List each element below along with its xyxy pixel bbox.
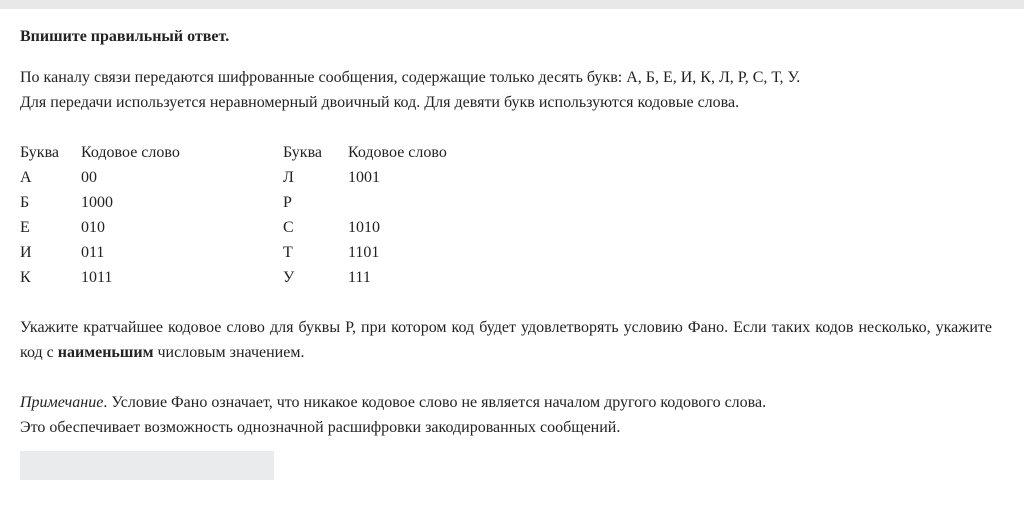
note-label: Примечание: [20, 394, 104, 411]
table-row: [20, 265, 498, 290]
letter-cell: У: [283, 269, 295, 286]
intro-line-1: По каналу связи передаются шифрованные сообщения, содержащие только десять букв: А, Б, Е, И, К, Л, Р, С, Т, У.: [20, 69, 801, 86]
spacer: [20, 290, 992, 315]
letter-cell: Е: [20, 219, 30, 236]
header-code-left: Кодовое слово: [81, 144, 180, 161]
code-cell: 111: [348, 269, 371, 286]
letter-cell: Л: [283, 169, 294, 186]
letter-cell: Б: [20, 194, 30, 211]
letter-cell: И: [20, 244, 32, 261]
table-row: [20, 190, 498, 215]
table-row: [20, 240, 498, 265]
letter-cell: Т: [283, 244, 293, 261]
question-part-1: Укажите кратчайшее кодовое слово для буквы Р, при котором код будет удовлетворять условию Фано. Если таких кодов несколько, укажите код с: [20, 319, 992, 361]
task-heading: Впишите правильный ответ.: [20, 28, 230, 45]
code-cell: [348, 190, 498, 215]
question-emphasis: наименьшим: [57, 344, 154, 361]
code-cell: 1010: [348, 219, 380, 236]
top-bar: [0, 0, 1024, 9]
code-cell: 1001: [348, 169, 380, 186]
code-cell: 010: [81, 219, 105, 236]
code-cell: 00: [81, 169, 97, 186]
table-row: [20, 215, 498, 240]
letter-cell: С: [283, 219, 294, 236]
letter-cell: А: [20, 169, 32, 186]
table-row: [20, 165, 498, 190]
header-letter-left: Буква: [20, 144, 60, 161]
question-part-2: числовым значением.: [153, 344, 305, 361]
intro-line-2: Для передачи используется неравномерный двоичный код. Для девяти букв используются кодовые слова.: [20, 94, 740, 111]
task-content: [20, 27, 992, 440]
code-cell: 1101: [348, 244, 380, 261]
table-header-row: [20, 140, 498, 165]
note-text: . Условие Фано означает, что никакое кодовое слово не является началом другого кодового слова.: [103, 394, 767, 411]
code-cell: 1011: [81, 269, 113, 286]
answer-input[interactable]: [20, 451, 274, 480]
note-line-1: [20, 390, 992, 415]
note-line-2: Это обеспечивает возможность однозначной расшифровки закодированных сообщений.: [20, 419, 621, 436]
spacer: [20, 115, 992, 140]
header-letter-right: Буква: [283, 144, 323, 161]
code-table: [20, 140, 498, 290]
code-cell: 011: [81, 244, 105, 261]
code-cell: 1000: [81, 194, 113, 211]
header-code-right: Кодовое слово: [348, 144, 447, 161]
letter-cell: Р: [283, 194, 292, 211]
letter-cell: К: [20, 269, 31, 286]
question-text: [20, 315, 992, 365]
spacer: [20, 365, 992, 390]
